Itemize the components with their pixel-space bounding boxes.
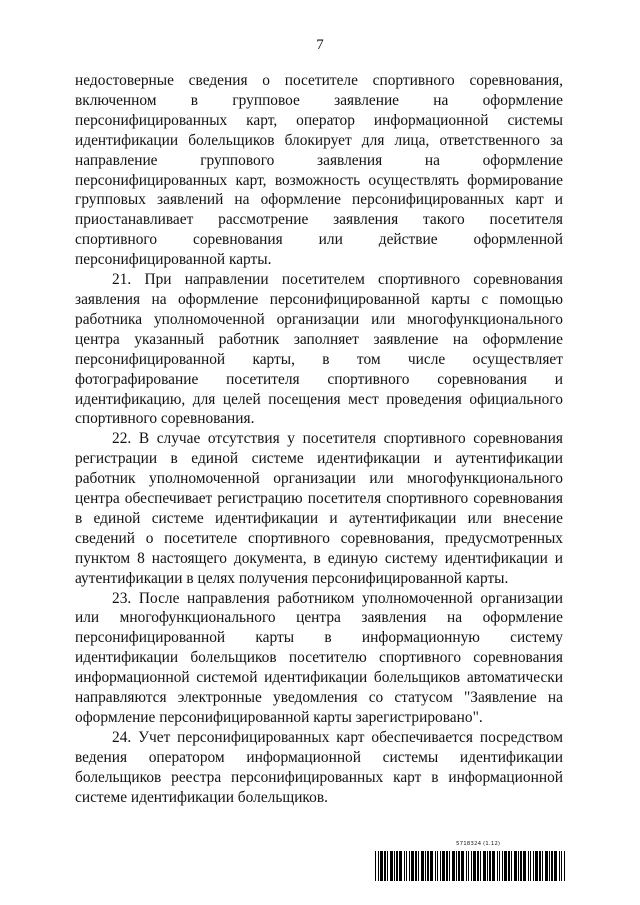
barcode-bar [375,851,376,881]
barcode-caption: 5718324 (1.12) [456,841,501,847]
barcode-bar [468,851,469,881]
barcode-bar [480,851,481,881]
barcode-bar [535,851,538,881]
barcode-bar [387,851,388,881]
barcode-bar [449,851,450,881]
barcode-bar [549,851,550,881]
barcode-bar [528,851,529,881]
barcode-bar [390,851,393,881]
barcode-bar [430,851,433,881]
barcode-bar [489,851,491,881]
barcode-bar [435,851,436,881]
barcode-icon [375,851,565,881]
barcode-bar [497,851,498,881]
barcode-bar [411,851,414,881]
barcode-bar [471,851,472,881]
barcode-bar [418,851,419,881]
barcode-bar [394,851,395,881]
barcode-bar [508,851,510,881]
barcode-bar [554,851,557,881]
barcode-bar [530,851,531,881]
barcode-bar [425,851,426,881]
barcode-bar [404,851,405,881]
barcode-bar [523,851,526,881]
barcode-bar [511,851,512,881]
paragraph-item-24: 24. Учет персонифицированных карт обеспечивается посредством ведения оператором информационной системы идентификации болельщиков реестра персонифицированных карт в информационной системе идентификации болельщиков. [75,728,563,806]
barcode-bar [487,851,488,881]
barcode-bar [502,851,503,881]
barcode-bar [483,851,486,881]
barcode-bar [456,851,457,881]
barcode-bar [399,851,402,881]
barcode-bar [473,851,476,881]
barcode-bar [520,851,522,881]
barcode-bar [504,851,507,881]
barcode-bar [559,851,560,881]
barcode-bar [518,851,519,881]
barcode-bar [492,851,495,881]
barcode-bar [427,851,429,881]
barcode-bar [561,851,562,881]
barcode-bar [396,851,398,881]
paragraph-item-21: 21. При направлении посетителем спортивного соревнования заявления на оформление персонифицированной карты с помощью работника уполномоченной организации или многофункционального центра указанный работник заполняет заявление на оформление персонифицированной карты, в том числе осуществляет фотографирование посетителя спортивного соревнования и идентификацию, для целей посещения мест проведения официального спортивного соревнования. [75,271,563,428]
page-number: 7 [316,37,324,53]
barcode-bar [499,851,500,881]
barcode-bar [442,851,445,881]
barcode-bar [380,851,383,881]
barcode-bar [514,851,517,881]
barcode-bar [421,851,424,881]
paragraph-item-22: 22. В случае отсутствия у посетителя спортивного соревнования регистрации в единой системе идентификации и аутентификации работник уполномоченной организации или многофункционального центра обеспечивает регистрацию посетителя спортивного соревнования в единой системе идентификации и аутентификации или внесение сведений о посетителе спортивного соревнования, предусмотренных пунктом 8 настоящего документа, в единую систему идентификации и аутентификации в целях получения персонифицированной карты. [75,430,563,587]
barcode-bar [461,851,464,881]
barcode-bar [415,851,417,881]
barcode-bar [458,851,460,881]
barcode-bar [542,851,543,881]
barcode-bar [384,851,386,881]
barcode-bar [539,851,541,881]
barcode-bar [452,851,455,881]
barcode-bar [477,851,479,881]
barcode-bar [564,851,565,881]
paragraph-item-23: 23. После направления работником уполномоченной организации или многофункционального центра заявления на оформление персонифицированной карты в информационную систему идентификации болельщиков посетителю спортивного соревнования информационной системой идентификации болельщиков автоматически направляются электронные уведомления со статусом "Заявление на оформление персонифицированной карты зарегистрировано". [75,589,563,726]
barcode-bar [437,851,438,881]
barcode-bar [533,851,534,881]
barcode-bar [409,851,410,881]
barcode-bar [440,851,441,881]
barcode-bar [545,851,548,881]
barcode-bar [378,851,379,881]
paragraph-continuation: недостоверные сведения о посетителе спортивного соревнования, включенном в групповое заявление на оформление персонифицированных карт, оператор информационной системы идентификации болельщиков блокирует для лица, ответственного за направление группового заявления на оформление персонифицированных карт, возможность осуществлять формирование групповых заявлений на оформление персонифицированных карт и приостанавливает рассмотрение заявления такого посетителя спортивного соревнования или действие оформленной персонифицированной карты. [75,72,563,269]
document-body [75,71,563,808]
barcode-bar [406,851,407,881]
barcode-bar [446,851,448,881]
barcode-bar [466,851,467,881]
barcode-bar [551,851,553,881]
